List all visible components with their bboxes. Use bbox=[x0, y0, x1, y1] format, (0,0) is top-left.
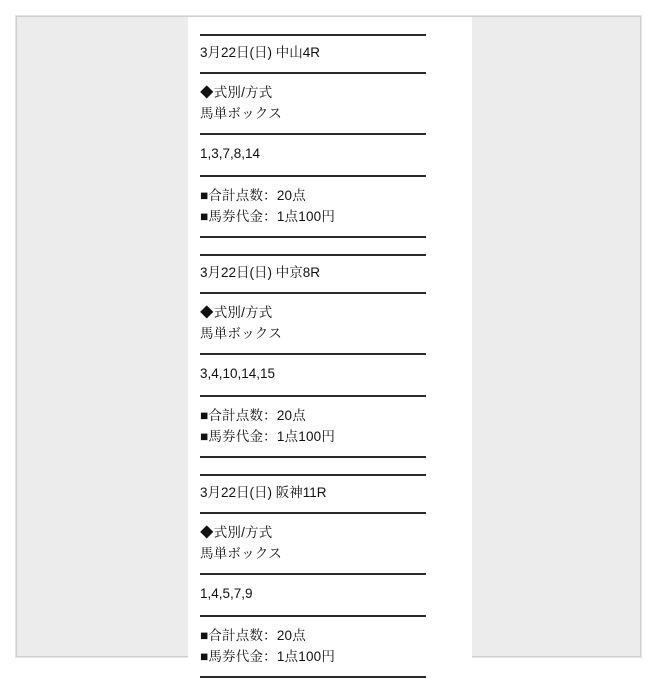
divider bbox=[200, 72, 426, 74]
divider bbox=[200, 456, 426, 458]
bet-type-block bbox=[200, 300, 460, 346]
ticket-price: ■馬券代金：1点100円 bbox=[200, 429, 336, 444]
race-title: 3月22日(日) 中山4R bbox=[200, 45, 321, 60]
selected-numbers: 1,3,7,8,14 bbox=[200, 146, 261, 161]
page-background bbox=[16, 16, 641, 664]
divider bbox=[200, 254, 426, 256]
divider bbox=[200, 236, 426, 238]
bet-format-header: ◆式別/方式 bbox=[200, 85, 273, 100]
selected-numbers: 1,4,5,7,9 bbox=[200, 586, 253, 601]
race-title: 3月22日(日) 阪神11R bbox=[200, 485, 327, 500]
bet-format-header: ◆式別/方式 bbox=[200, 305, 273, 320]
bet-type-block bbox=[200, 520, 460, 566]
totals-block bbox=[200, 623, 460, 669]
divider bbox=[200, 573, 426, 575]
bet-slip-panel bbox=[188, 17, 472, 664]
ticket-price: ■馬券代金：1点100円 bbox=[200, 209, 336, 224]
divider bbox=[200, 615, 426, 617]
totals-block bbox=[200, 183, 460, 229]
total-points: ■合計点数：20点 bbox=[200, 408, 306, 423]
bet-type-block bbox=[200, 80, 460, 126]
race-title: 3月22日(日) 中京8R bbox=[200, 265, 321, 280]
totals-block bbox=[200, 403, 460, 449]
divider bbox=[200, 512, 426, 514]
bet-format-value: 馬単ボックス bbox=[200, 326, 283, 341]
divider bbox=[200, 133, 426, 135]
divider bbox=[200, 474, 426, 476]
total-points: ■合計点数：20点 bbox=[200, 628, 306, 643]
divider bbox=[200, 353, 426, 355]
divider bbox=[200, 395, 426, 397]
ticket-price: ■馬券代金：1点100円 bbox=[200, 649, 336, 664]
divider bbox=[200, 292, 426, 294]
total-points: ■合計点数：20点 bbox=[200, 188, 306, 203]
divider bbox=[200, 175, 426, 177]
bet-format-header: ◆式別/方式 bbox=[200, 525, 273, 540]
bet-format-value: 馬単ボックス bbox=[200, 546, 283, 561]
selected-numbers: 3,4,10,14,15 bbox=[200, 366, 276, 381]
divider bbox=[200, 34, 426, 36]
bet-format-value: 馬単ボックス bbox=[200, 106, 283, 121]
